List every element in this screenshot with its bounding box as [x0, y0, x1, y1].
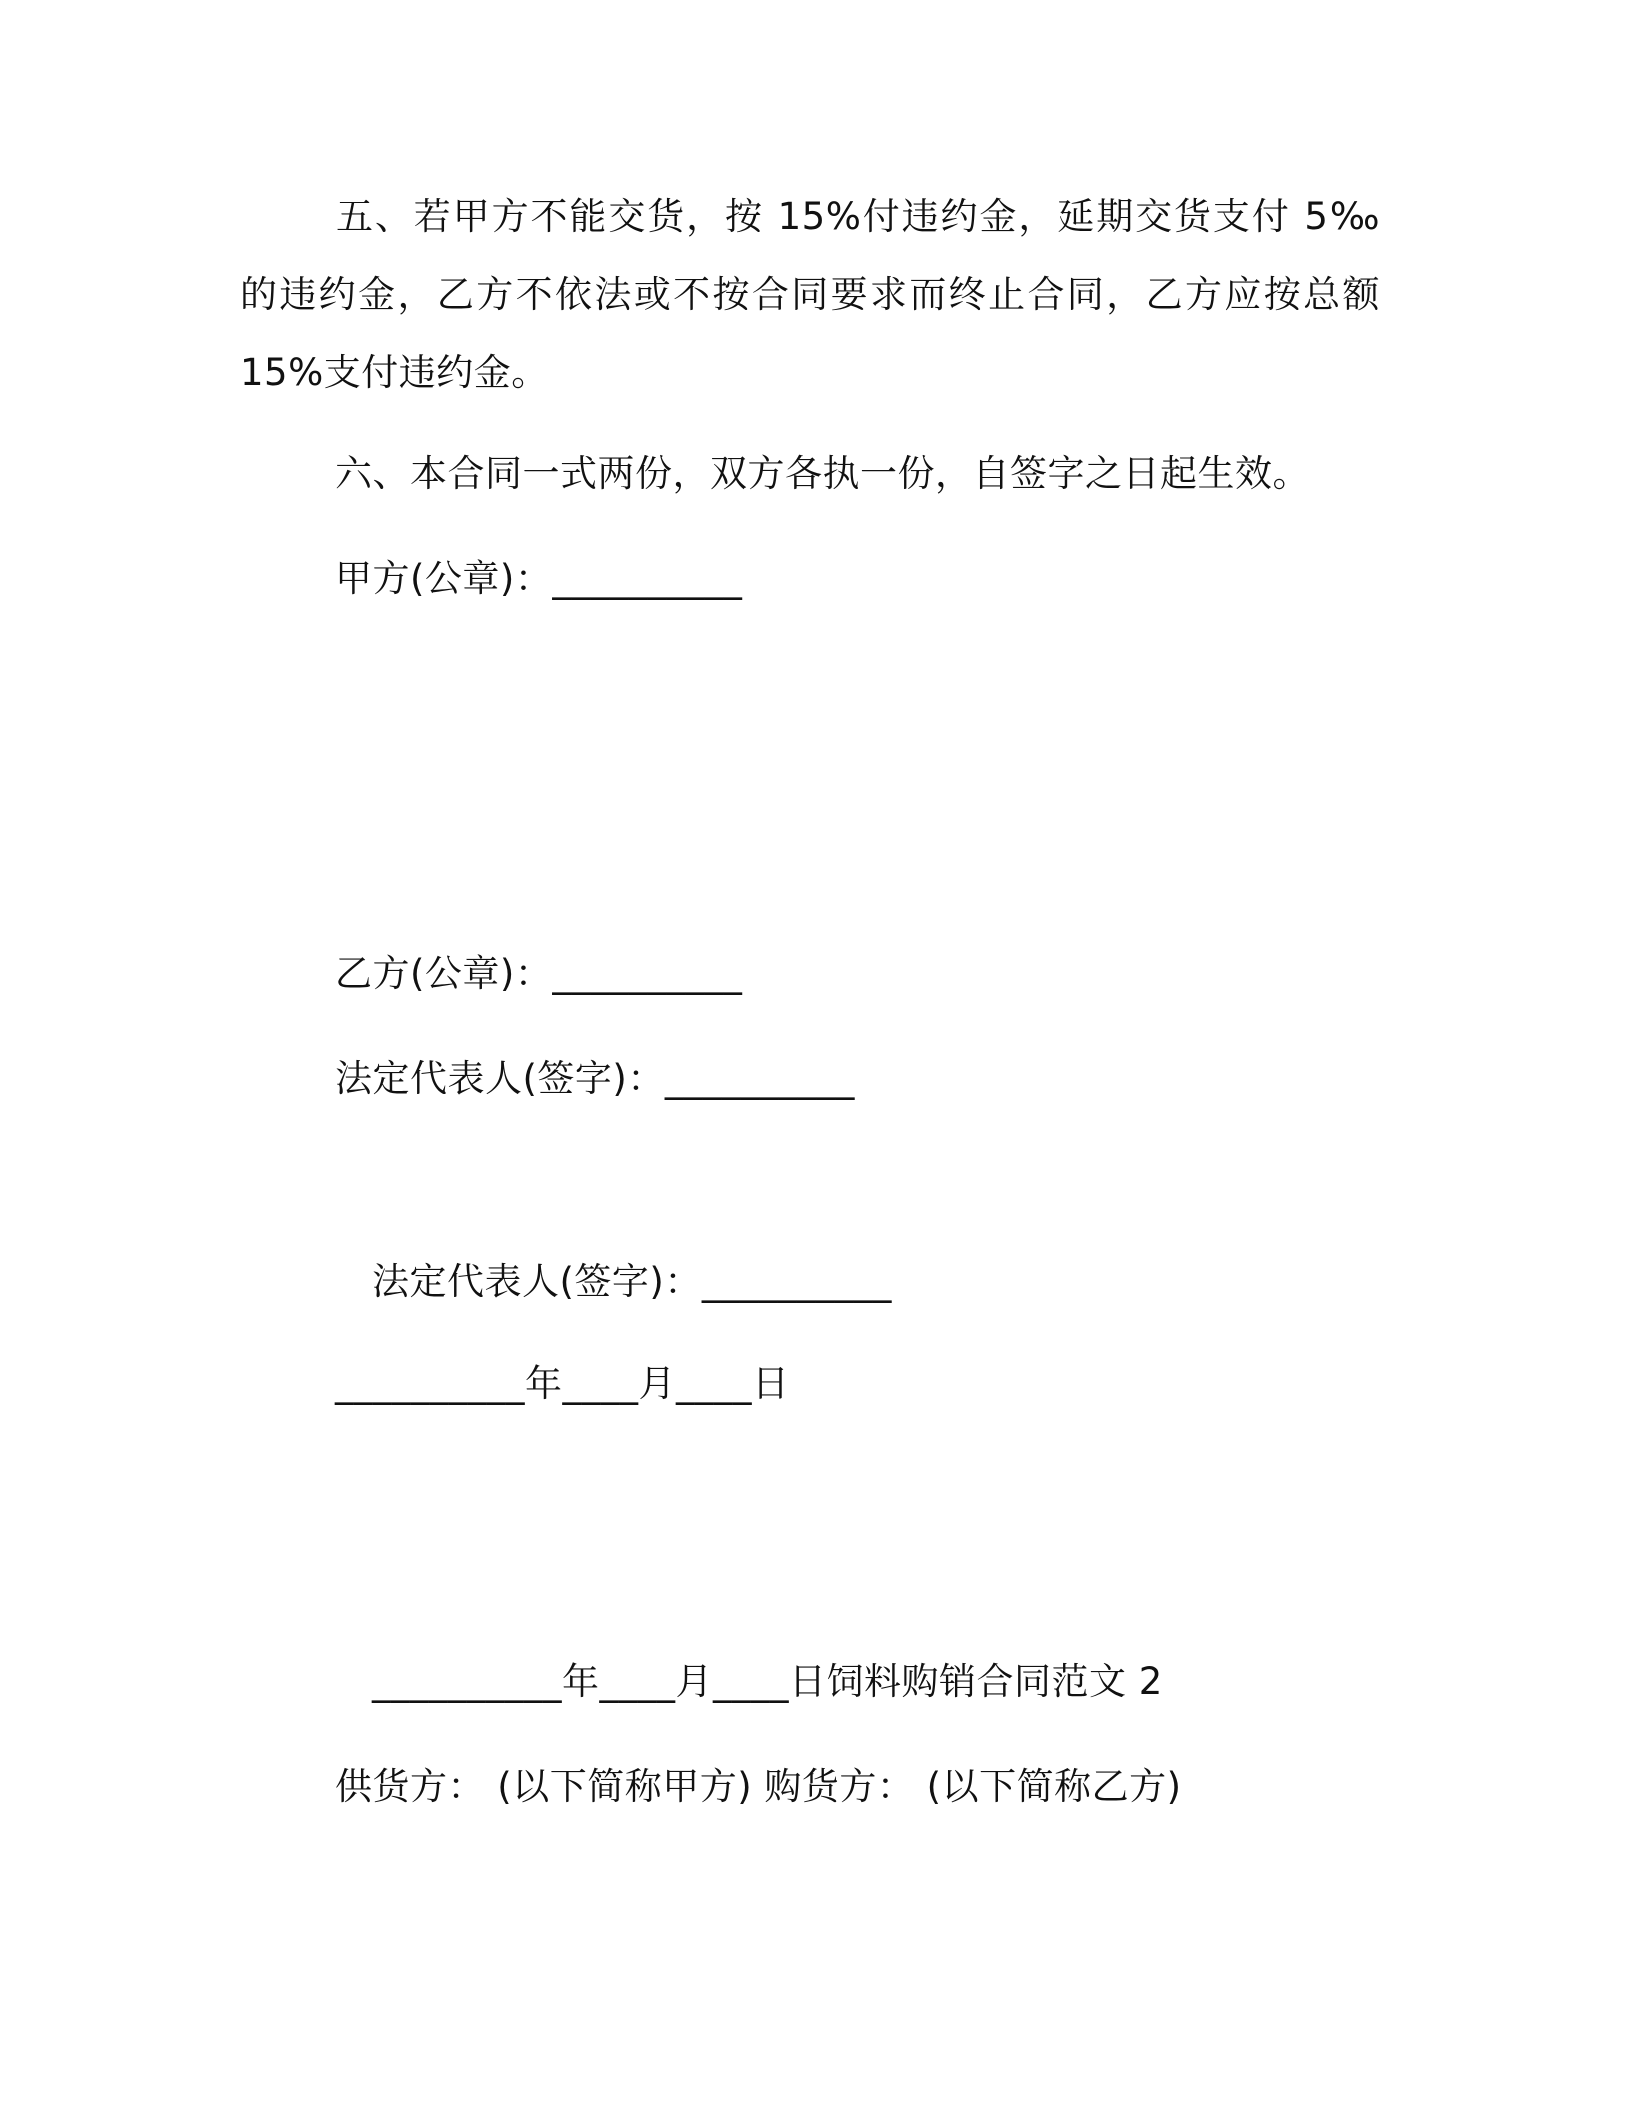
- party-b-seal-line: 乙方(公章)：__________: [335, 952, 743, 995]
- legal-representative-signature-line-2: 法定代表人(签字)：__________: [372, 1260, 892, 1303]
- clause-five-paragraph: 五、若甲方不能交货，按 15%付违约金，延期交货支付 5‰的违约金，乙方不依法或不按合同要求而终止合同，乙方应按总额 15%支付违约金。: [240, 195, 1380, 394]
- contract-title-date-line: __________年____月____日饲料购销合同范文 2: [372, 1660, 1163, 1703]
- date-line: __________年____月____日: [335, 1362, 790, 1405]
- clause-six-text: 六、本合同一式两份，双方各执一份，自签字之日起生效。: [335, 452, 1310, 495]
- party-a-seal-line: 甲方(公章)：__________: [335, 557, 743, 600]
- legal-representative-signature-line: 法定代表人(签字)：__________: [335, 1057, 855, 1100]
- parties-line: 供货方： (以下简称甲方) 购货方： (以下简称乙方): [335, 1765, 1182, 1808]
